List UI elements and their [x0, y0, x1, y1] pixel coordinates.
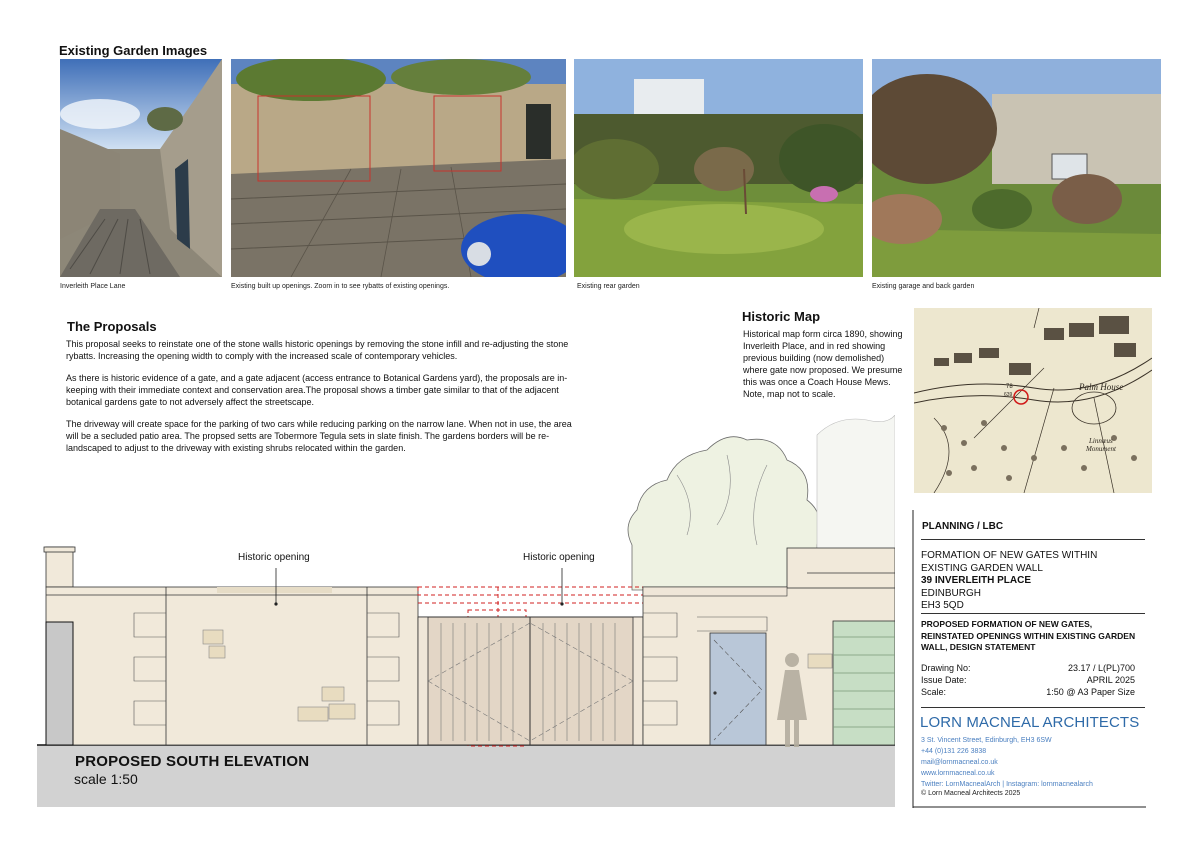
- historic-map-image: [914, 308, 1152, 493]
- copyright: © Lorn Macneal Architects 2025: [921, 790, 1021, 797]
- elevation-title: PROPOSED SOUTH ELEVATION: [75, 753, 310, 770]
- project-info: [921, 550, 1097, 613]
- scale-value: 1:50 @ A3 Paper Size: [1046, 687, 1135, 697]
- firm-name: LORN MACNEAL: [920, 714, 1040, 731]
- wall-left: [46, 587, 418, 745]
- photo-garage-caption: Existing garage and back garden: [872, 283, 975, 290]
- proposals-title: The Proposals: [67, 319, 157, 334]
- photo-rear-garden-caption: Existing rear garden: [577, 283, 640, 290]
- issue-date-label: Issue Date:: [921, 675, 967, 685]
- photo-lane: [60, 59, 222, 277]
- project-city: EDINBURGH: [921, 587, 982, 599]
- contact-email[interactable]: mail@lornmacneal.co.uk: [921, 759, 998, 766]
- project-line-2: EXISTING GARDEN WALL: [921, 562, 1043, 574]
- issue-date-value: APRIL 2025: [1086, 675, 1135, 685]
- project-address: 39 INVERLEITH PLACE: [921, 575, 1032, 586]
- historic-map-description: Historical map form circa 1890, showing Inverleith Place, and in red showing previous building (now demolished) where gate now proposed. We presume this was once a Coach House Mews. Note, map not to scale.: [743, 329, 903, 399]
- historic-opening-label-right: Historic opening: [523, 552, 595, 563]
- contact-social[interactable]: Twitter: LornMacnealArch | Instagram: lornmacnealarch: [921, 781, 1093, 788]
- photo-wall-openings: [231, 59, 566, 277]
- south-elevation-drawing: [37, 415, 895, 807]
- project-line-1: FORMATION OF NEW GATES WITHIN: [921, 550, 1098, 561]
- timber-gate: [418, 617, 643, 745]
- scale-label: Scale:: [921, 687, 947, 697]
- drawing-description: PROPOSED FORMATION OF NEW GATES, REINSTATED OPENINGS WITHIN EXISTING GARDEN WALL, DESIGN STATEMENT: [921, 619, 1136, 652]
- scale-row: [921, 687, 1135, 697]
- photo-lane-caption: Inverleith Place Lane: [60, 283, 126, 290]
- drawing-no-value: 23.17 / L(PL)700: [1067, 663, 1135, 673]
- gallery-title: Existing Garden Images: [59, 43, 208, 58]
- map-label-sub: 639: [1004, 392, 1013, 398]
- proposals-paragraph: The driveway will create space for the parking of two cars while reducing parking on the narrow lane. When not in use, the area will be a secluded patio area. The propsed setts are Tobermore Tegula sets in slate finish. The gardens borders will be re-landscaped to adjust to the driveway with existing shrubs relocated within the garden.: [66, 419, 572, 453]
- proposals-paragraph: This proposal seeks to reinstate one of the stone walls historic openings by removing the stone infill and re-adjusting the stone rybatts. Increasing the opening width to comply with the increased scale of contemporary vehicles.: [66, 339, 569, 361]
- planning-status: PLANNING / LBC: [922, 521, 1004, 532]
- issue-date-row: [921, 675, 1135, 685]
- firm-suffix: ARCHITECTS: [1039, 714, 1140, 731]
- contact-address: 3 St. Vincent Street, Edinburgh, EH3 6SW: [921, 737, 1052, 744]
- divider: [921, 707, 1145, 708]
- divider: [921, 613, 1145, 614]
- historic-map-title: Historic Map: [742, 309, 821, 324]
- map-label-monument-1: Linnæus: [1089, 437, 1113, 445]
- garage-door: [833, 621, 895, 745]
- tree-illustration-2: [817, 415, 895, 555]
- elevation-scale: scale 1:50: [74, 771, 138, 787]
- pedestrian-door: [710, 633, 766, 745]
- photo-rear-garden: [574, 59, 863, 277]
- project-postcode: EH3 5QD: [921, 600, 964, 611]
- proposals-paragraph: As there is historic evidence of a gate, and a gate adjacent (access entrance to Botanical Gardens yard), the proposals are in-keeping with their immediate context and conservation area.The proposal shows a timber gate similar to that of the adjacent botanical gardens gate to not adversely affect the streetscape.: [66, 373, 568, 407]
- contact-phone[interactable]: +44 (0)131 226 3838: [921, 748, 987, 755]
- map-label-monument-2: Monument: [1086, 445, 1116, 453]
- map-label-number: 78: [1006, 384, 1013, 390]
- contact-website[interactable]: www.lornmacneal.co.uk: [921, 770, 995, 777]
- photo-garage: [872, 59, 1161, 277]
- map-label-palm-house: Palm House: [1079, 382, 1124, 392]
- photo-wall-caption: Existing built up openings. Zoom in to see rybatts of existing openings.: [231, 283, 450, 290]
- contact-details: [921, 735, 1093, 790]
- drawing-no-label: Drawing No:: [921, 663, 971, 673]
- drawing-no-row: [921, 663, 1135, 673]
- divider: [921, 539, 1145, 540]
- firm-logo: [920, 714, 1139, 731]
- historic-opening-label-left: Historic opening: [238, 552, 310, 563]
